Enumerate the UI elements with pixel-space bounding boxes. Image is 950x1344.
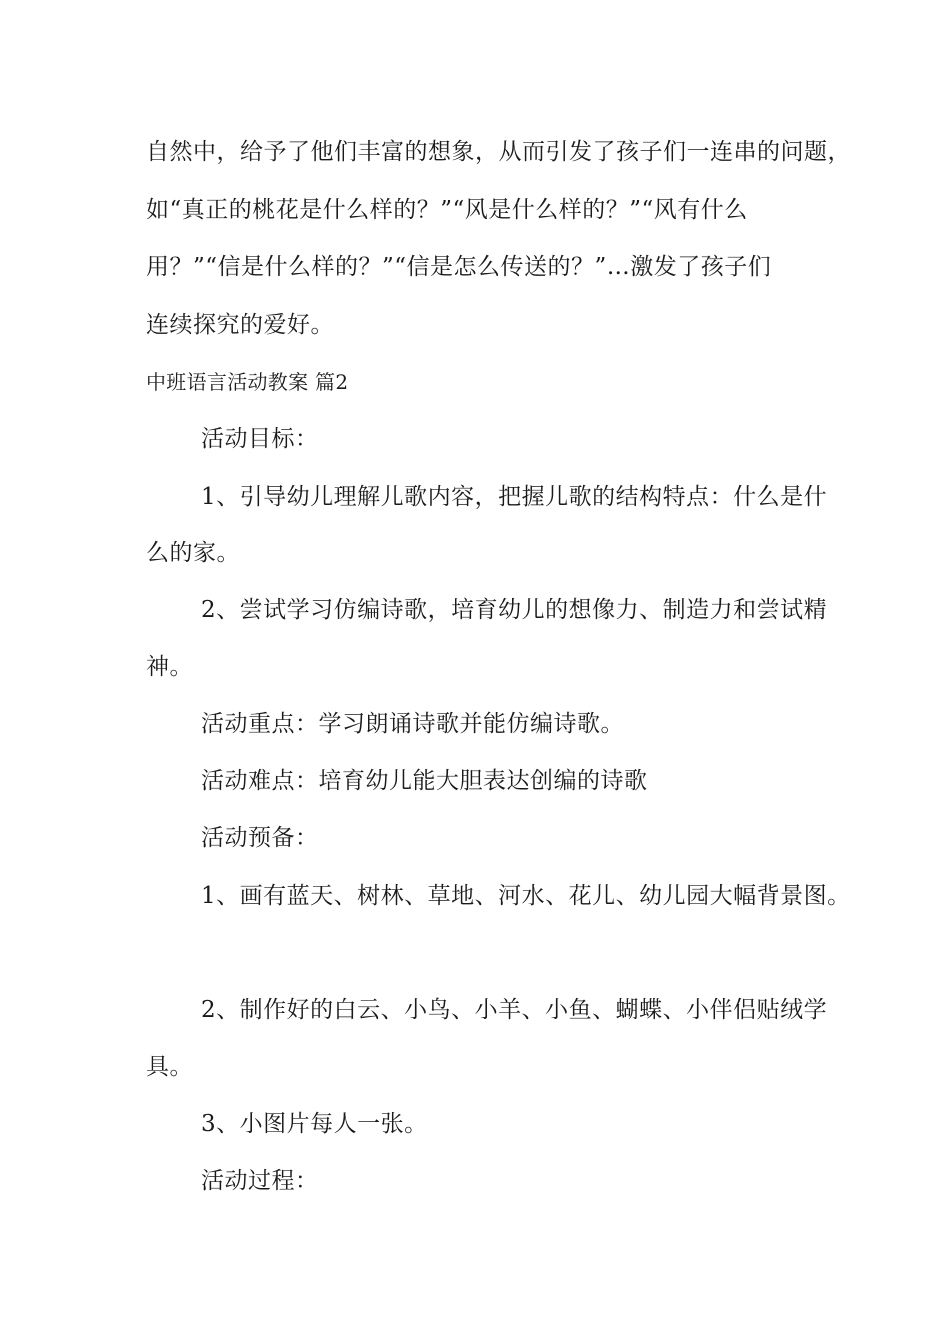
paragraph-line: 活动难点：培育幼儿能大胆表达创编的诗歌 bbox=[201, 768, 648, 794]
paragraph-line: 1、画有蓝天、树林、草地、河水、花儿、幼儿园大幅背景图。 bbox=[201, 883, 851, 909]
paragraph-line: 活动目标： bbox=[201, 426, 319, 452]
paragraph-line: 具。 bbox=[146, 1054, 193, 1080]
paragraph-line: 神。 bbox=[146, 654, 193, 680]
paragraph-line: 自然中，给予了他们丰富的想象，从而引发了孩子们一连串的问题， bbox=[146, 139, 851, 165]
paragraph-line: 活动预备： bbox=[201, 825, 319, 851]
paragraph-line: 2、尝试学习仿编诗歌，培育幼儿的想像力、制造力和尝试精 bbox=[201, 597, 828, 623]
paragraph-line: 用？”“信是什么样的？”“信是怎么传送的？”…激发了孩子们 bbox=[146, 254, 772, 280]
paragraph-line: 1、引导幼儿理解儿歌内容，把握儿歌的结构特点：什么是什 bbox=[201, 484, 828, 510]
paragraph-line: 活动过程： bbox=[201, 1168, 319, 1194]
paragraph-line: 连续探究的爱好。 bbox=[146, 312, 334, 338]
paragraph-line: 3、小图片每人一张。 bbox=[201, 1111, 428, 1137]
paragraph-line: 么的家。 bbox=[146, 540, 240, 566]
paragraph-line: 如“真正的桃花是什么样的？”“风是什么样的？”“风有什么 bbox=[146, 197, 748, 223]
paragraph-line: 2、制作好的白云、小鸟、小羊、小鱼、蝴蝶、小伴侣贴绒学 bbox=[201, 997, 828, 1023]
section-heading: 中班语言活动教案 篇2 bbox=[146, 370, 349, 394]
paragraph-line: 活动重点：学习朗诵诗歌并能仿编诗歌。 bbox=[201, 711, 624, 737]
